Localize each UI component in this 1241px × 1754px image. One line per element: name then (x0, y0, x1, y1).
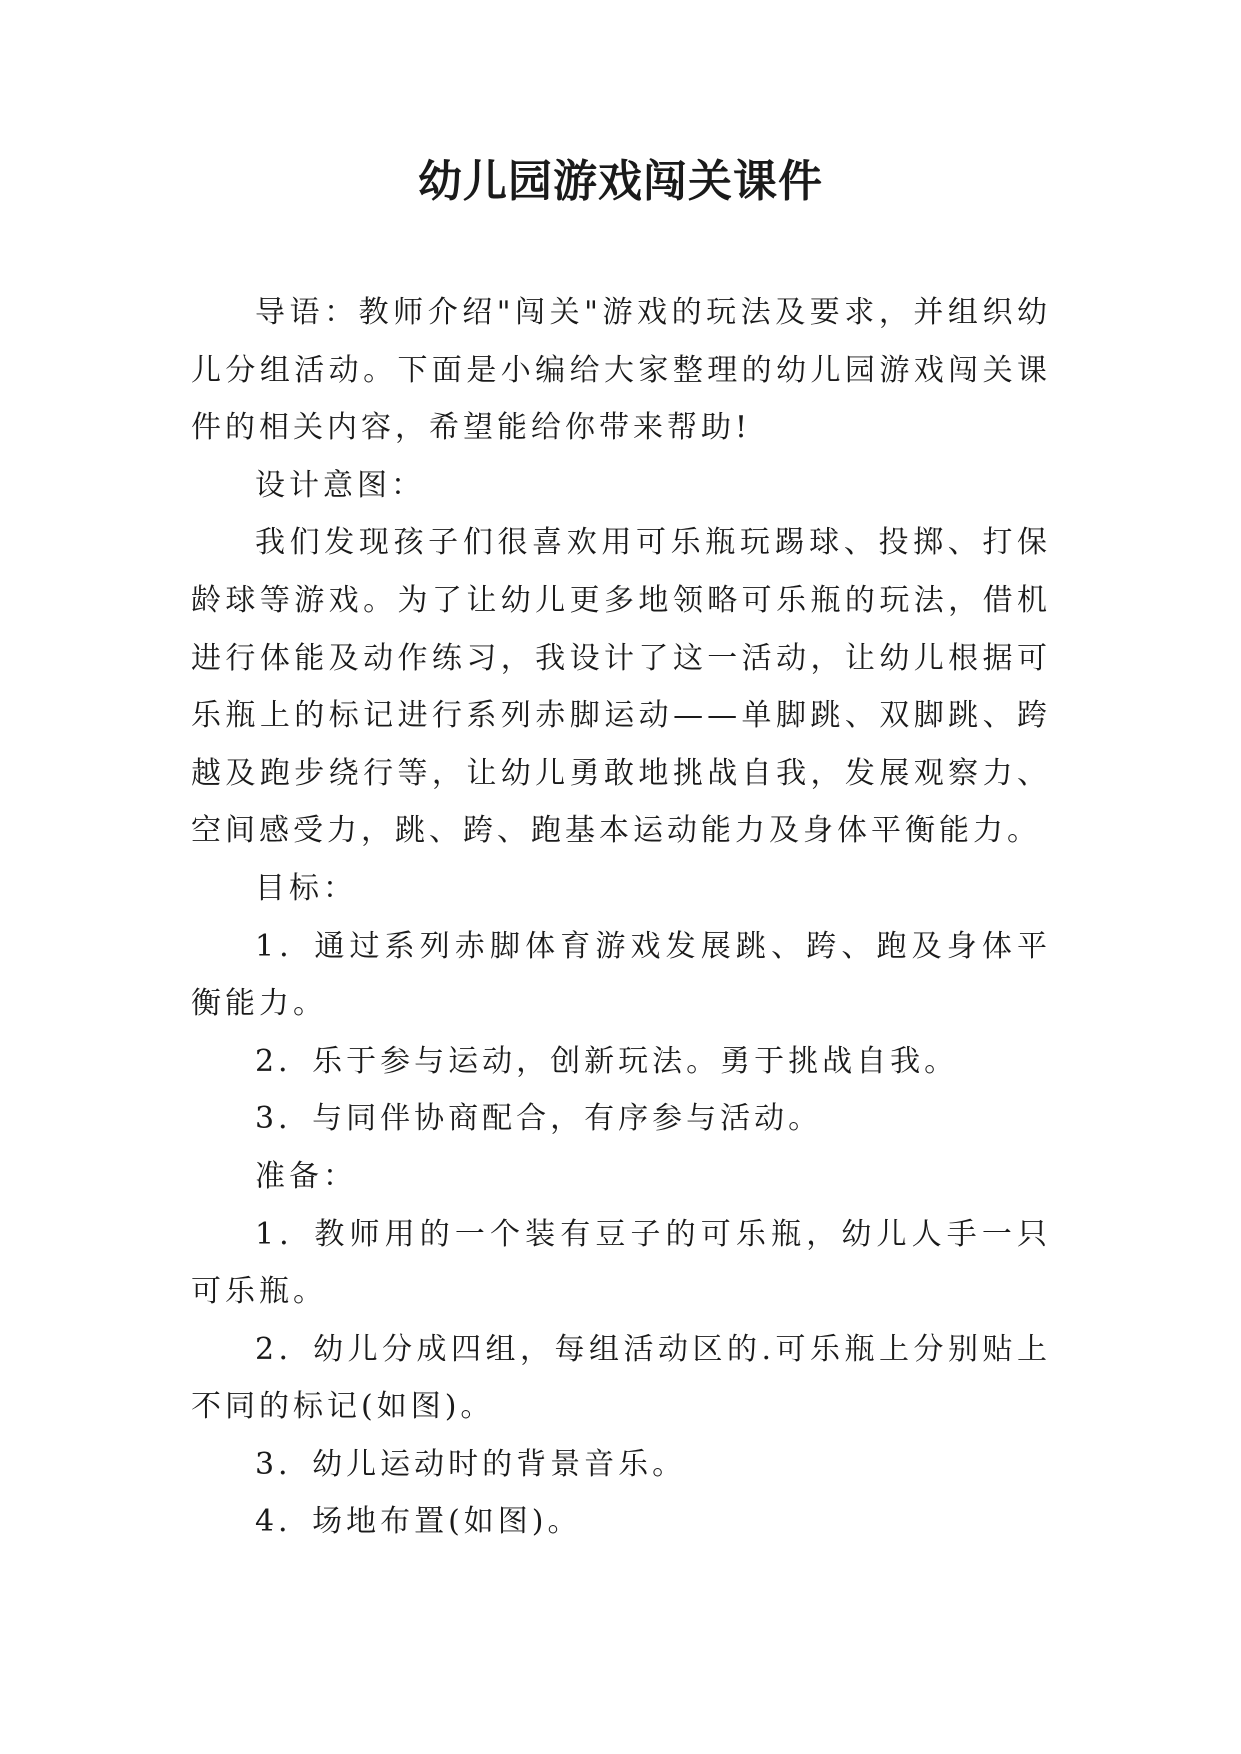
preparation-item-4: 4．场地布置(如图)。 (255, 1504, 582, 1540)
preparation-item-2: 2．幼儿分成四组，每组活动区的.可乐瓶上分别贴上不同的标记(如图)。 (191, 1331, 1051, 1425)
goal-item-2: 2．乐于参与运动，创新玩法。勇于挑战自我。 (255, 1043, 959, 1079)
preparation-item-3: 3．幼儿运动时的背景音乐。 (255, 1446, 687, 1482)
document-title: 幼儿园游戏闯关课件 (418, 156, 823, 207)
design-intent-paragraph: 我们发现孩子们很喜欢用可乐瓶玩踢球、投掷、打保龄球等游戏。为了让幼儿更多地领略可乐瓶的玩法，借机进行体能及动作练习，我设计了这一活动，让幼儿根据可乐瓶上的标记进行系列赤脚运动——单脚跳、双脚跳、跨越及跑步绕行等，让幼儿勇敢地挑战自我，发展观察力、空间感受力，跳、跨、跑基本运动能力及身体平衡能力。 (191, 525, 1051, 849)
section-heading-goals: 目标： (255, 870, 357, 906)
preparation-item-1: 1．教师用的一个装有豆子的可乐瓶，幼儿人手一只可乐瓶。 (191, 1216, 1051, 1310)
document-body (191, 284, 1051, 1551)
goal-item-1: 1．通过系列赤脚体育游戏发展跳、跨、跑及身体平衡能力。 (191, 928, 1051, 1022)
intro-paragraph: 导语：教师介绍"闯关"游戏的玩法及要求，并组织幼儿分组活动。下面是小编给大家整理的幼儿园游戏闯关课件的相关内容，希望能给你带来帮助! (191, 295, 1051, 446)
section-heading-design-intent: 设计意图： (255, 467, 425, 503)
goal-item-3: 3．与同伴协商配合，有序参与活动。 (255, 1101, 823, 1137)
section-heading-preparation: 准备： (255, 1158, 357, 1194)
